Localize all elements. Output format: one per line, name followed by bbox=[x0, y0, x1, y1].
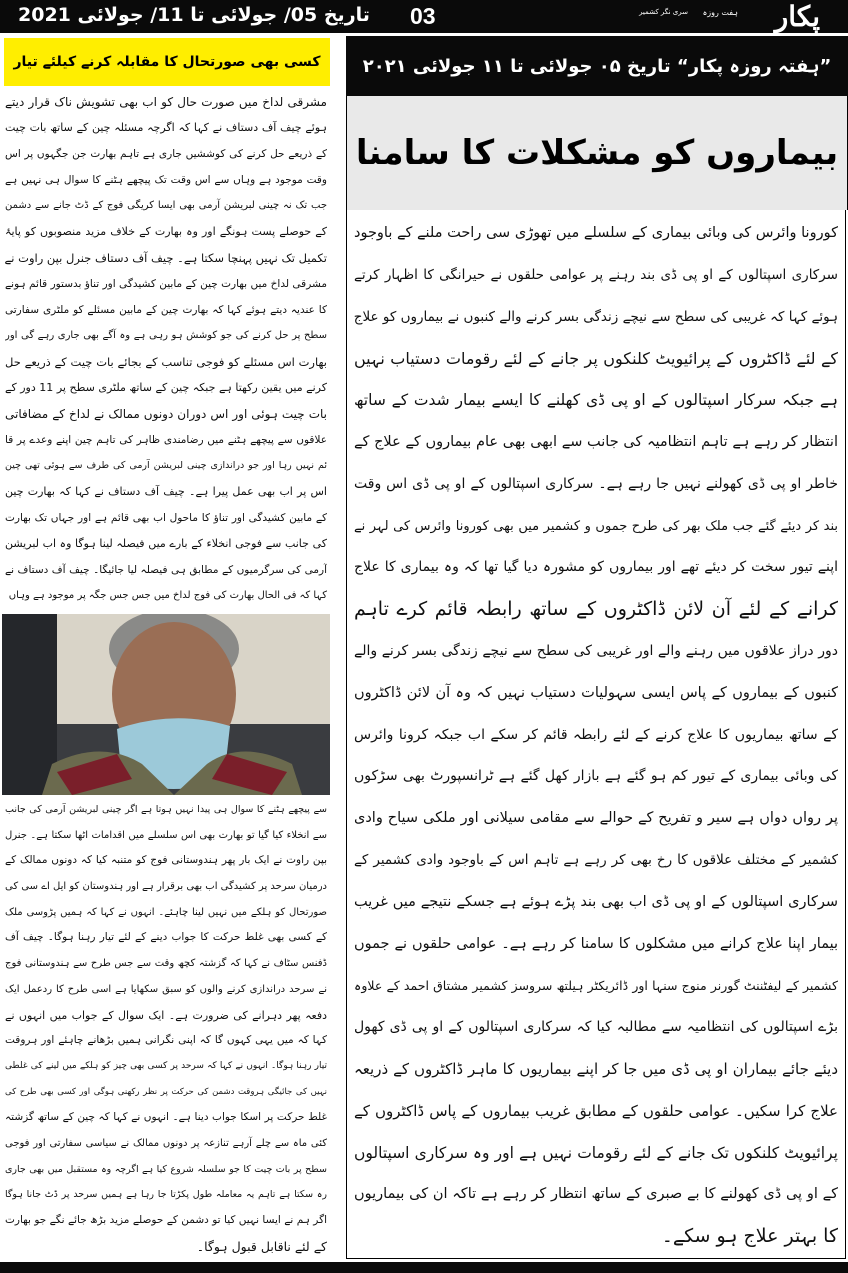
text-line: جب تک نہ چینی لبریشن آرمی بھی ایسا کریگی فوج کے ڈٹ جانے سے دشمن bbox=[5, 200, 327, 211]
text-line: کے لئے ڈاکٹروں کے پرائیویٹ کلنکوں پر جانے کے لئے رقومات دستیاب نہیں bbox=[354, 349, 838, 369]
main-article-text bbox=[354, 213, 838, 1258]
text-line: بپن راوت نے ایک بار پھر ہندوستانی فوج کو متنبہ کیا کہ دونوں ممالک کے bbox=[5, 854, 327, 867]
text-line: اس پر اب بھی عمل پیرا ہے۔ چیف آف دستاف نے کہا کہ بھارت چین bbox=[5, 485, 327, 498]
article-photo bbox=[2, 614, 330, 795]
text-line: کے لئے ناقابل قبول ہوگا۔ bbox=[196, 1238, 327, 1254]
text-line: انتظار کر رہے ہے تاہم انتظامیہ کی جانب سے ابھی بھی عام بیماروں کے علاج کے bbox=[354, 433, 838, 450]
side-article-top-text bbox=[5, 89, 327, 609]
text-line: سطح پر حل کرنے کی جو کوشش ہو رہی ہے وہ آگے بھی جاری رہے گی اور bbox=[5, 330, 327, 341]
army-chief-photo bbox=[2, 614, 330, 795]
text-line: سے انخلاء کیا گیا تو بھارت بھی اس سلسلے میں اقدامات اٹھا سکتا ہے۔ جنرل bbox=[5, 829, 327, 841]
page-number: 03 bbox=[410, 3, 436, 29]
main-headline-box bbox=[346, 96, 848, 210]
text-line: ہوئے کہا کہ غریبی کی سطح سے نیچے زندگی بسر کرنے والے کنبوں نے بیماروں کو علاج bbox=[354, 308, 838, 325]
text-line: ہے جبکہ سرکار اسپتالوں کے او پی ڈی کھلنے کا ایسے بیمار شدت کے ساتھ bbox=[354, 391, 838, 410]
text-line: درمیان سرحد پر کشیدگی اب بھی برقرار ہے اور ہندوستان کو ایل اے سی کی bbox=[5, 881, 327, 893]
text-line: کے حوصلے پست ہونگے اور وہ بھارت کے خلاف مزید منصوبوں کو پایۂ bbox=[5, 225, 327, 238]
text-line: مشرقی لداخ میں بھارت چین کے مابین کشیدگی اور تناؤ بدستور قائم ہونے bbox=[5, 278, 327, 290]
text-line: تیار رہنا ہوگا۔ انہوں نے کہا کہ سرحد پر کسی بھی چیز کو ہلکے میں لینے کی غلطی bbox=[5, 1060, 327, 1071]
text-line: کشمیر کے مختلف علاقوں کا رخ بھی کر رہے ہے تاہم اس کے باوجود وادی کشمیر کے bbox=[354, 851, 838, 868]
main-kicker-box bbox=[346, 36, 848, 96]
text-line: کئی ماہ سے چلے آرہے تنازعہ پر دونوں ممالک نے سیاسی سفارتی اور فوجی bbox=[5, 1137, 327, 1149]
text-line: بڑے اسپتالوں کی انتظامیہ سے مطالبہ کیا کہ سرکاری اسپتالوں کے او پی ڈی کھول bbox=[354, 1019, 838, 1036]
text-line: کورونا وائرس کی وبائی بیماری کے سلسلے میں تھوڑی سی راحت ملنے کے باوجود bbox=[354, 225, 838, 241]
footer-bar bbox=[0, 1262, 848, 1273]
masthead-bar bbox=[0, 0, 848, 33]
main-kicker: ”ہفتہ روزہ پکار“ تاریخ ۰۵ جولائی تا ۱۱ جولائی ۲۰۲۱ bbox=[362, 55, 832, 77]
side-headline: کسی بھی صورتحال کا مقابلہ کرنے کیلئے تیار bbox=[13, 54, 321, 70]
logo-subtitle: ہفت روزہ bbox=[702, 8, 738, 17]
text-line: نہیں کی جائیگی ہروقت دشمن کی حرکت پر نظر رکھنی ہوگی اور کسی بھی طرح کی bbox=[5, 1086, 327, 1097]
text-line: مشرقی لداخ میں صورت حال کو اب بھی تشویش ناک قرار دیتے bbox=[5, 95, 327, 109]
side-headline-box bbox=[4, 38, 330, 86]
text-line: کرنے میں یقین رکھتا ہے جبکہ چین کے ساتھ ملٹری سطح پر 11 دور کے bbox=[5, 381, 327, 394]
text-line: کشمیر کے لیفٹننٹ گورنر منوج سنہا اور ڈائریکٹر ہیلتھ سروسز کشمیر مشتاق احمد کے علاوہ bbox=[354, 978, 838, 994]
text-line: علاقوں سے پیچھے ہٹنے میں رضامندی ظاہر کی تاہم چین اپنے وعدے پر قا bbox=[5, 434, 327, 446]
newspaper-logo: پکار bbox=[774, 0, 820, 33]
text-line: کرانے کے لئے آن لائن ڈاکٹروں کے ساتھ رابطہ قائم کرے تاہم bbox=[354, 598, 838, 621]
text-line: کے او پی ڈی کھولنے کا بے صبری کے ساتھ انتظار کر رہے ہے تاکہ ان کی بیماریوں bbox=[354, 1186, 838, 1203]
text-line: خاطر او پی ڈی کھولنے نہیں جا رہے ہے۔ سرکاری اسپتالوں کے او پی ڈی اس وقت bbox=[354, 475, 838, 492]
text-line: کے ذریعے حل کرنے کی کوششیں جاری ہے تاہم بھارت جن جگہوں پر اس bbox=[5, 148, 327, 160]
text-line: علاج کرا سکیں۔ عوامی حلقوں کے مطابق غریب بیماروں کے پاس ڈاکٹروں کے bbox=[354, 1101, 838, 1120]
text-line: ڈفنس سٹاف نے کہا کہ گزشتہ کچھ وقت سے جس طرح سے ہندوستانی فوج bbox=[5, 958, 327, 970]
text-line: اپنے تیور سخت کر دیئے تھے اور بیماروں کو مشورہ دیا گیا تھا کہ وہ بیماری کا علاج bbox=[354, 559, 838, 576]
main-headline: بیماروں کو مشکلات کا سامنا bbox=[355, 133, 839, 173]
text-line: اگر ہم نے ایسا نہیں کیا تو دشمن کے حوصلے مزید بڑھ جائے نگے جو بھارت bbox=[5, 1214, 327, 1226]
text-line: بات چیت ہوئی اور اس دوران دونوں ممالک نے لداخ کے مضافاتی bbox=[5, 407, 327, 421]
text-line: رہ سکتا ہے تاہم یہ معاملہ طول پکڑتا جا رہا ہے ہمیں سرحد پر ڈٹ جانا ہوگا bbox=[5, 1189, 327, 1201]
text-line: وقت موجود ہے وہاں سے اس وقت تک پیچھے ہٹنے کا سوال ہی نہیں ہے bbox=[5, 174, 327, 186]
text-line: کے مابین کشیدگی اور تناؤ کا ماحول اب بھی قائم ہے اور جہاں تک بھارت bbox=[5, 512, 327, 524]
text-line: کہا کہ میں یہی کہوں گا کہ اپنی نگرانی ہمیں بڑھانے چاہئے اور ہروقت bbox=[5, 1034, 327, 1047]
text-line: سرکاری اسپتالوں کے او پی ڈی اب بھی بند پڑے ہوئے ہے جسکے نتیجے میں غریب bbox=[354, 893, 838, 910]
text-line: کے ساتھ بیماریوں کا علاج کرنے کے لئے رابطہ قائم کر سکے اب جبکہ کرونا وائرس bbox=[354, 726, 838, 743]
text-line: غلط حرکت پر اسکا جواب دینا ہے۔ انہوں نے کہا کہ چین کے ساتھ گزشتہ bbox=[5, 1111, 327, 1124]
logo-city: سری نگر کشمیر bbox=[639, 8, 688, 16]
text-line: بند کر دیئے گئے جب ملک بھر کی طرح جموں و کشمیر میں بھی کورونا وائرس کی لہر نے bbox=[354, 518, 838, 534]
text-line: کہا کہ فی الحال بھارت کی فوج لداخ میں جس جس جگہ پر موجود ہے وہاں bbox=[8, 590, 327, 601]
text-line: پرائیویٹ کلنکوں تک جانے کے لئے رقومات نہیں ہے اور وہ سرکاری اسپتالوں bbox=[354, 1143, 838, 1162]
text-line: کی جانب سے فوجی انخلاء کے بارے میں فیصلہ لینا ہوگا وہ اب لبریشن bbox=[5, 537, 327, 550]
text-line: ہوئے چیف آف دستاف نے کہا کہ اگرچہ مسئلہ چین کے ساتھ بات چیت bbox=[5, 121, 327, 134]
text-line: نے سرحد دراندازی کرنے والوں کو سبق سکھایا ہے اسی طرح کا ردعمل ایک bbox=[5, 983, 327, 995]
text-line: بیمار اپنا علاج کرانے میں مشکلوں کا سامنا کر رہے ہے۔ عوامی حلقوں نے جموں bbox=[354, 935, 838, 952]
text-line: تکمیل تک نہیں پہنچا سکتا ہے۔ چیف آف دستاف جنرل بپن راوت نے bbox=[5, 251, 327, 265]
text-line: پر رواں دواں ہے سیر و تفریح کے حوالے سے مقامی سیلانی اور ملکی سیاح وادی bbox=[354, 810, 838, 827]
text-line: سطح پر بات چیت کا جو سلسلہ شروع کیا ہے اگرچہ وہ مستقبل میں بھی جاری bbox=[5, 1163, 327, 1175]
text-line: کا بہتر علاج ہو سکے۔ bbox=[661, 1225, 838, 1248]
text-line: کے کسی بھی غلط حرکت کا جواب دینے کے لئے تیار رہنا ہوگا۔ چیف آف bbox=[5, 931, 327, 944]
text-line: کا عندیہ دیتے ہوئے کہا کہ بھارت چین کے مابین مسئلے کو ملٹری سفارتی bbox=[5, 304, 327, 316]
side-article-bottom-text bbox=[5, 797, 327, 1259]
issue-date: تاریخ 05/ جولائی تا 11/ جولائی 2021 bbox=[18, 4, 370, 26]
text-line: دور دراز علاقوں میں رہنے والے اور غریبی کی سطح سے نیچے زندگی بسر کرنے والے bbox=[354, 642, 838, 659]
text-line: دفعہ پھر دہرانے کی ضرورت ہے۔ ایک سوال کے جواب میں انہوں نے bbox=[5, 1008, 327, 1022]
text-line: کنبوں کے بیماروں کے پاس ایسی سہولیات دستیاب نہیں کہ وہ آن لائن ڈاکٹروں bbox=[354, 684, 838, 701]
text-line: سرکاری اسپتالوں کے او پی ڈی بند رہنے پر عوامی حلقوں نے حیرانگی کا اظہار کرتے bbox=[354, 266, 838, 283]
text-line: سے پیچھے ہٹنے کا سوال ہی پیدا نہیں ہوتا ہے اگر چینی لبریشن آرمی کی جانب bbox=[5, 804, 327, 815]
text-line: بھارت اس مسئلے کو فوجی تناسب کے بجائے بات چیت کے ذریعے حل bbox=[5, 355, 327, 369]
text-line: کی وبائی بیماری کے تیور کم ہو گئے ہے بازار کھل گئے ہے ٹرانسپورٹ بھی سڑکوں bbox=[354, 768, 838, 785]
text-line: دیئے جائے بیماران او پی ڈی میں جا کر اپنے بیماریوں کا ماہر ڈاکٹروں کے ذریعہ bbox=[354, 1059, 838, 1078]
text-line: صورتحال کو ہلکے میں نہیں لینا چاہئے۔ انہوں نے کہا کہ ہمیں پڑوسی ملک bbox=[5, 906, 327, 918]
text-line: آرمی کی سرگرمیوں کے مطابق ہی فیصلہ لیا جائیگا۔ چیف آف دستاف نے bbox=[5, 564, 327, 576]
text-line: ئم نہیں رہا اور جو دراندازی چینی لبریشن آرمی کی طرف سے ہوئی تھی چین bbox=[5, 460, 327, 471]
